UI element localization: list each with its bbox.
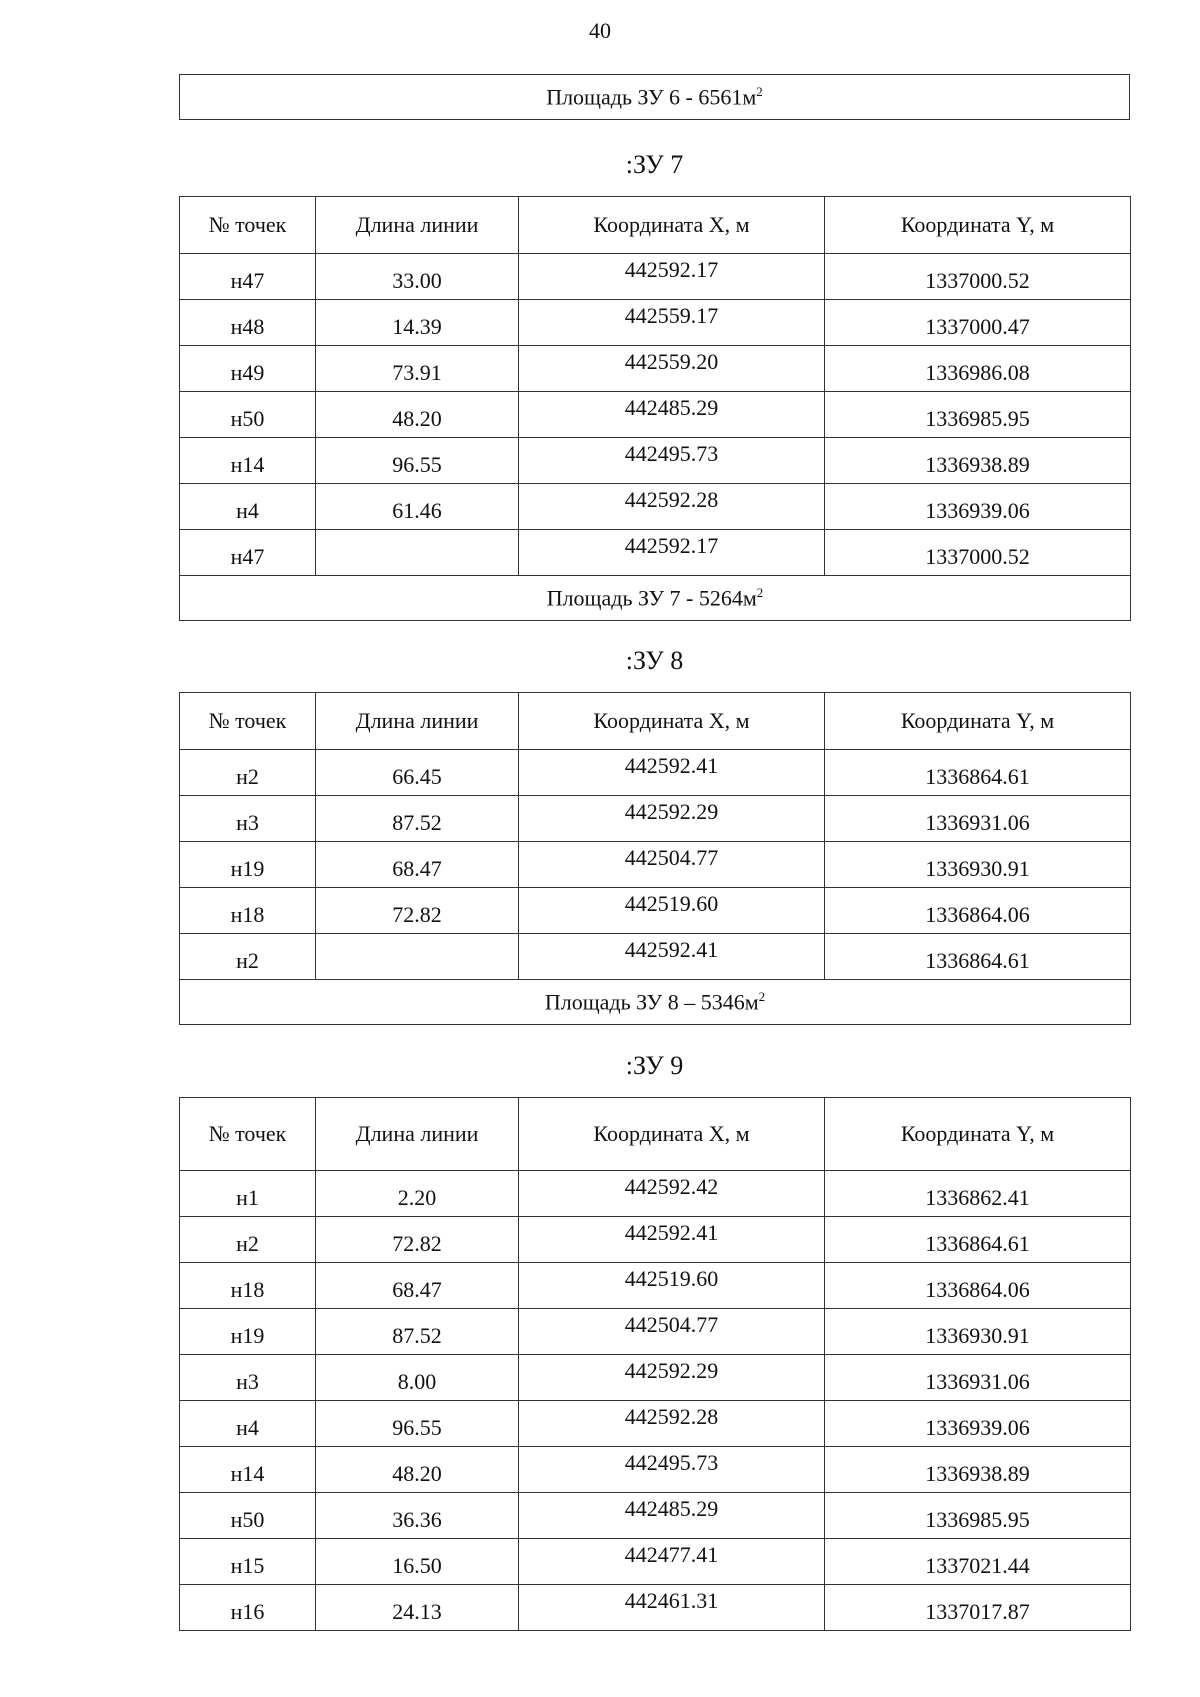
cell-value: 442485.29: [624, 394, 719, 420]
col-header-x: Координата X, м: [519, 693, 825, 750]
coord-y-cell: [825, 1309, 1131, 1355]
cell-value: 2.20: [397, 1184, 437, 1210]
cell-value: н1: [236, 1184, 259, 1210]
cell-value: н18: [230, 901, 265, 927]
zu8-area: [180, 980, 1131, 1025]
col-header-y: Координата Y, м: [825, 197, 1131, 254]
coord-y-cell: [825, 1585, 1131, 1631]
point-id-cell: [180, 1263, 316, 1309]
coord-x-cell: [519, 888, 825, 934]
coord-y-cell: [825, 750, 1131, 796]
cell-value: 442592.17: [624, 532, 719, 558]
line-length-cell: [316, 1263, 519, 1309]
coord-y-cell: [825, 934, 1131, 980]
table-row: [180, 1447, 1131, 1493]
col-header-points: № точек: [180, 1098, 316, 1171]
point-id-cell: [180, 1171, 316, 1217]
coord-x-cell: [519, 1309, 825, 1355]
cell-value: 87.52: [392, 1322, 442, 1348]
cell-value: 1336986.08: [925, 359, 1030, 385]
coord-x-cell: [519, 842, 825, 888]
cell-value: 442485.29: [624, 1495, 719, 1521]
coord-x-cell: [519, 1493, 825, 1539]
cell-value: 1336864.06: [925, 901, 1030, 927]
table-row: [180, 300, 1131, 346]
cell-value: 442519.60: [624, 1265, 719, 1291]
coordinates-table: [179, 692, 1131, 1025]
cell-value: 73.91: [392, 359, 442, 385]
cell-value: 442477.41: [624, 1541, 719, 1567]
line-length-cell: [316, 1171, 519, 1217]
line-length-cell: [316, 1355, 519, 1401]
point-id-cell: [180, 300, 316, 346]
cell-value: 442592.17: [624, 256, 719, 282]
cell-value: 72.82: [392, 1230, 442, 1256]
point-id-cell: [180, 796, 316, 842]
coord-x-cell: [519, 254, 825, 300]
cell-value: 442592.41: [624, 1219, 719, 1245]
table-row: [180, 1217, 1131, 1263]
cell-value: 1336938.89: [925, 451, 1030, 477]
col-header-length: Длина линии: [316, 197, 519, 254]
cell-value: н50: [230, 1506, 265, 1532]
point-id-cell: [180, 484, 316, 530]
cell-value: 14.39: [392, 313, 442, 339]
cell-value: н14: [230, 451, 265, 477]
cell-value: 442592.28: [624, 1403, 719, 1429]
cell-value: 1336862.41: [925, 1184, 1030, 1210]
col-header-y: Координата Y, м: [825, 1098, 1131, 1171]
point-id-cell: [180, 888, 316, 934]
point-id-cell: [180, 392, 316, 438]
cell-value: 48.20: [392, 405, 442, 431]
line-length-cell: [316, 888, 519, 934]
zu6-area: [180, 75, 1130, 120]
col-header-x: Координата X, м: [519, 1098, 825, 1171]
col-header-x: Координата X, м: [519, 197, 825, 254]
line-length-cell: [316, 1447, 519, 1493]
point-id-cell: [180, 842, 316, 888]
cell-value: 1337000.52: [925, 543, 1030, 569]
coord-y-cell: [825, 1401, 1131, 1447]
table-row: [180, 484, 1131, 530]
point-id-cell: [180, 1309, 316, 1355]
page-number: 40: [589, 18, 611, 43]
cell-value: 442504.77: [624, 844, 719, 870]
cell-value: 96.55: [392, 451, 442, 477]
point-id-cell: [180, 750, 316, 796]
line-length-cell: [316, 796, 519, 842]
line-length-cell: [316, 1585, 519, 1631]
cell-value: 442495.73: [624, 1449, 719, 1475]
cell-value: 68.47: [392, 1276, 442, 1302]
line-length-cell: [316, 484, 519, 530]
area-unit-exponent: 2: [756, 83, 763, 99]
zu6-area-table: [179, 74, 1130, 120]
line-length-cell: [316, 1539, 519, 1585]
line-length-cell: [316, 1401, 519, 1447]
coord-x-cell: [519, 1171, 825, 1217]
coord-y-cell: [825, 1263, 1131, 1309]
cell-value: н3: [236, 809, 259, 835]
point-id-cell: [180, 346, 316, 392]
cell-value: 1336985.95: [925, 405, 1030, 431]
cell-value: 1336939.06: [925, 497, 1030, 523]
cell-value: 1336931.06: [925, 1368, 1030, 1394]
coord-x-cell: [519, 1217, 825, 1263]
zu7-area: [180, 576, 1131, 621]
table-header-row: [180, 1098, 1131, 1171]
area-unit-exponent: 2: [758, 988, 766, 1004]
table-header-row: [180, 693, 1131, 750]
point-id-cell: [180, 1355, 316, 1401]
cell-value: н18: [230, 1276, 265, 1302]
point-id-cell: [180, 438, 316, 484]
cell-value: 68.47: [392, 855, 442, 881]
col-header-points: № точек: [180, 197, 316, 254]
cell-value: 16.50: [392, 1552, 442, 1578]
coord-x-cell: [519, 934, 825, 980]
cell-value: 442592.28: [624, 486, 719, 512]
coord-x-cell: [519, 750, 825, 796]
zu6-area-block: [179, 74, 1130, 120]
table-row: [180, 1401, 1131, 1447]
cell-value: н48: [230, 313, 265, 339]
col-header-length: Длина линии: [316, 693, 519, 750]
coord-y-cell: [825, 1539, 1131, 1585]
coord-y-cell: [825, 254, 1131, 300]
cell-value: н4: [236, 1414, 259, 1440]
point-id-cell: [180, 1539, 316, 1585]
zu8-section: [179, 630, 1130, 1025]
cell-value: 1336930.91: [925, 855, 1030, 881]
cell-value: н2: [236, 1230, 259, 1256]
line-length-cell: [316, 530, 519, 576]
section-title: :ЗУ 9: [625, 1051, 684, 1080]
table-row: [180, 888, 1131, 934]
cell-value: н4: [236, 497, 259, 523]
cell-value: 442592.29: [624, 1357, 719, 1383]
cell-value: н15: [230, 1552, 265, 1578]
line-length-cell: [316, 438, 519, 484]
cell-value: 1336864.61: [925, 1230, 1030, 1256]
coord-y-cell: [825, 484, 1131, 530]
section-title: :ЗУ 7: [625, 150, 684, 179]
cell-value: н16: [230, 1598, 265, 1624]
cell-value: 442504.77: [624, 1311, 719, 1337]
coord-x-cell: [519, 1585, 825, 1631]
section-title: :ЗУ 8: [625, 646, 684, 675]
coord-y-cell: [825, 1355, 1131, 1401]
coord-y-cell: [825, 1447, 1131, 1493]
table-row: [180, 796, 1131, 842]
cell-value: 87.52: [392, 809, 442, 835]
table-header-row: [180, 197, 1131, 254]
cell-value: н49: [230, 359, 265, 385]
coordinates-table: [179, 196, 1131, 621]
cell-value: 24.13: [392, 1598, 442, 1624]
cell-value: 1336939.06: [925, 1414, 1030, 1440]
coord-y-cell: [825, 530, 1131, 576]
table-row: [180, 750, 1131, 796]
cell-value: 1336864.61: [925, 763, 1030, 789]
line-length-cell: [316, 346, 519, 392]
coord-y-cell: [825, 392, 1131, 438]
point-id-cell: [180, 1447, 316, 1493]
cell-value: н14: [230, 1460, 265, 1486]
point-id-cell: [180, 1401, 316, 1447]
cell-value: 442592.41: [624, 752, 719, 778]
table-row: [180, 1171, 1131, 1217]
cell-value: 1337000.52: [925, 267, 1030, 293]
table-row: [180, 842, 1131, 888]
cell-value: 8.00: [397, 1368, 437, 1394]
coord-x-cell: [519, 300, 825, 346]
line-length-cell: [316, 1309, 519, 1355]
coord-y-cell: [825, 438, 1131, 484]
line-length-cell: [316, 1493, 519, 1539]
cell-value: 48.20: [392, 1460, 442, 1486]
area-text: Площадь ЗУ 7 - 5264м: [546, 585, 757, 611]
coordinates-table: [179, 1097, 1131, 1631]
coord-x-cell: [519, 796, 825, 842]
col-header-y: Координата Y, м: [825, 693, 1131, 750]
coord-x-cell: [519, 346, 825, 392]
table-row: [180, 1355, 1131, 1401]
line-length-cell: [316, 842, 519, 888]
point-id-cell: [180, 1585, 316, 1631]
table-row: [180, 346, 1131, 392]
table-row: [180, 934, 1131, 980]
line-length-cell: [316, 934, 519, 980]
cell-value: 1337021.44: [925, 1552, 1030, 1578]
coord-x-cell: [519, 1539, 825, 1585]
cell-value: 66.45: [392, 763, 442, 789]
cell-value: 442495.73: [624, 440, 719, 466]
coord-y-cell: [825, 1171, 1131, 1217]
coord-y-cell: [825, 300, 1131, 346]
table-row: [180, 254, 1131, 300]
coord-x-cell: [519, 1355, 825, 1401]
coord-x-cell: [519, 1263, 825, 1309]
cell-value: н2: [236, 947, 259, 973]
point-id-cell: [180, 1217, 316, 1263]
area-text: Площадь ЗУ 8 – 5346м: [544, 989, 759, 1015]
line-length-cell: [316, 392, 519, 438]
coord-y-cell: [825, 888, 1131, 934]
coord-x-cell: [519, 438, 825, 484]
table-row: [180, 1493, 1131, 1539]
cell-value: н47: [230, 543, 265, 569]
cell-value: 1337017.87: [925, 1598, 1030, 1624]
coord-y-cell: [825, 842, 1131, 888]
line-length-cell: [316, 750, 519, 796]
coord-y-cell: [825, 1493, 1131, 1539]
cell-value: 442461.31: [624, 1587, 719, 1613]
cell-value: 442519.60: [624, 890, 719, 916]
cell-value: 72.82: [392, 901, 442, 927]
coord-x-cell: [519, 1401, 825, 1447]
cell-value: н19: [230, 1322, 265, 1348]
table-row: [180, 1309, 1131, 1355]
cell-value: 61.46: [392, 497, 442, 523]
cell-value: 36.36: [392, 1506, 442, 1532]
coord-y-cell: [825, 1217, 1131, 1263]
point-id-cell: [180, 254, 316, 300]
cell-value: 1336864.61: [925, 947, 1030, 973]
table-row: [180, 530, 1131, 576]
cell-value: н3: [236, 1368, 259, 1394]
zu7-section: [179, 134, 1130, 621]
coord-x-cell: [519, 1447, 825, 1493]
cell-value: 1336931.06: [925, 809, 1030, 835]
area-unit-exponent: 2: [756, 584, 764, 600]
cell-value: н50: [230, 405, 265, 431]
cell-value: 1337000.47: [925, 313, 1030, 339]
line-length-cell: [316, 254, 519, 300]
cell-value: 1336938.89: [925, 1460, 1030, 1486]
table-row: [180, 1263, 1131, 1309]
cell-value: 442592.41: [624, 936, 719, 962]
cell-value: 442592.29: [624, 798, 719, 824]
cell-value: 96.55: [392, 1414, 442, 1440]
cell-value: 442559.20: [624, 348, 719, 374]
cell-value: 442592.42: [624, 1173, 719, 1199]
coord-x-cell: [519, 484, 825, 530]
coord-y-cell: [825, 346, 1131, 392]
table-row: [180, 438, 1131, 484]
coord-y-cell: [825, 796, 1131, 842]
cell-value: 1336985.95: [925, 1506, 1030, 1532]
cell-value: 1336864.06: [925, 1276, 1030, 1302]
cell-value: 33.00: [392, 267, 442, 293]
cell-value: н19: [230, 855, 265, 881]
point-id-cell: [180, 1493, 316, 1539]
area-text: Площадь ЗУ 6 - 6561м: [546, 84, 757, 110]
table-row: [180, 1539, 1131, 1585]
line-length-cell: [316, 1217, 519, 1263]
table-row: [180, 392, 1131, 438]
col-header-points: № точек: [180, 693, 316, 750]
zu9-section: [179, 1035, 1130, 1631]
table-row: [180, 1585, 1131, 1631]
line-length-cell: [316, 300, 519, 346]
cell-value: 1336930.91: [925, 1322, 1030, 1348]
cell-value: 442559.17: [624, 302, 719, 328]
coord-x-cell: [519, 392, 825, 438]
point-id-cell: [180, 530, 316, 576]
col-header-length: Длина линии: [316, 1098, 519, 1171]
cell-value: н2: [236, 763, 259, 789]
cell-value: н47: [230, 267, 265, 293]
coord-x-cell: [519, 530, 825, 576]
point-id-cell: [180, 934, 316, 980]
